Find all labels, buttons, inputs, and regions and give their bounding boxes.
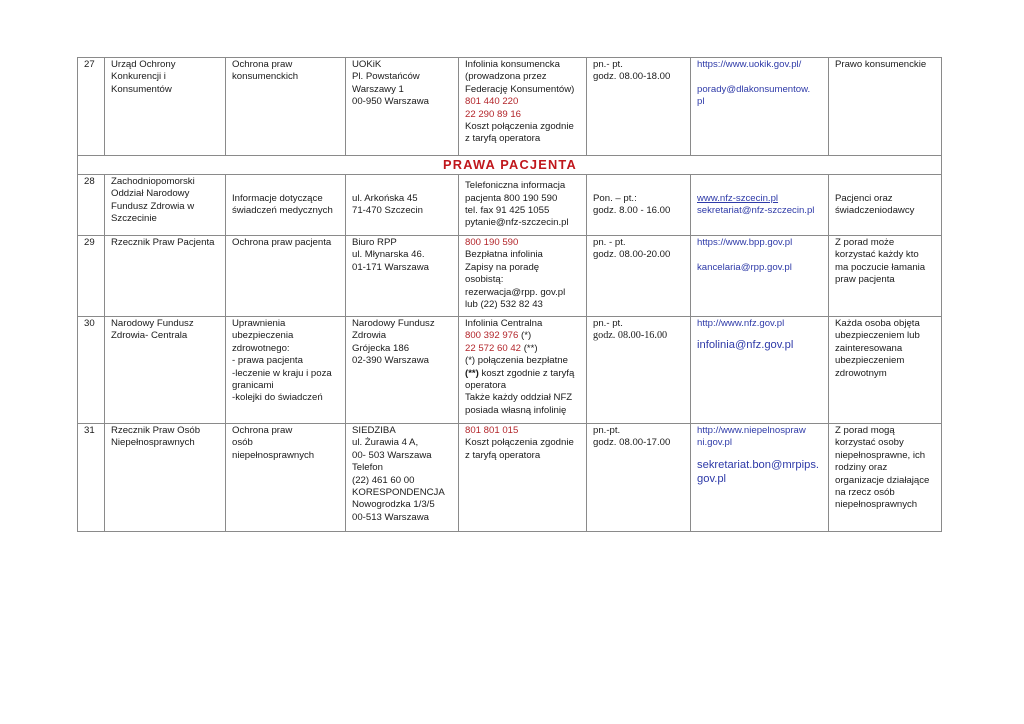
institutions-table (77, 57, 942, 532)
address: UOKiK Pl. Powstańców Warszawy 1 00-950 Warszawa (346, 58, 459, 156)
contact-links (691, 175, 829, 236)
contact-links (691, 424, 829, 532)
hours: pn.- pt. godz. 08.00-18.00 (587, 58, 691, 156)
phone-number[interactable]: 801 440 220 (465, 96, 519, 108)
phone-info: Infolinia Centralna 800 392 976 (*) 22 572 60 42 (**) (*) połączenia bezpłatne (**) koszt zgodnie z taryfą operatora Także każdy oddział NFZ posiada własną infolinię (459, 317, 587, 424)
phone-number[interactable]: 22 290 89 16 (465, 108, 522, 120)
row-number: 31 (78, 424, 105, 532)
website-link[interactable]: http://www.nfz.gov.pl (697, 318, 785, 329)
website-link[interactable]: https://www.bpp.gov.pl (697, 237, 793, 248)
phone-number[interactable]: 801 801 015 (465, 425, 519, 436)
address: Narodowy Fundusz Zdrowia Grójecka 186 02-390 Warszawa (346, 317, 459, 424)
address: Biuro RPP ul. Młynarska 46. 01-171 Warszawa (346, 236, 459, 317)
email-link[interactable]: sekretariat.bon@mrpips. (697, 458, 820, 471)
row-number: 29 (78, 236, 105, 317)
scope: Ochrona praw pacjenta (226, 236, 346, 317)
table-row (78, 175, 942, 236)
institution-name: Rzecznik Praw Osób Niepełnosprawnych (105, 424, 226, 532)
table-row (78, 424, 942, 532)
table-row (78, 236, 942, 317)
section-header-row (78, 156, 942, 175)
phone-info: Infolinia konsumencka (prowadzona przez Federację Konsumentów) 801 440 220 22 290 89 16 Koszt połączenia zgodnie z taryfą operatora (459, 58, 587, 156)
website-link[interactable]: ni.gov.pl (697, 437, 733, 449)
contact-links (691, 58, 829, 156)
row-number: 30 (78, 317, 105, 424)
hours: pn.- pt. godz. 08.00-16.00 (587, 317, 691, 424)
scope: Uprawnienia ubezpieczenia zdrowotnego: - prawa pacjenta -leczenie w kraju i poza granicami -kolejki do świadczeń (226, 317, 346, 424)
email-link[interactable]: pl (697, 96, 705, 108)
phone-info: 800 190 590 Bezpłatna infolinia Zapisy na poradę osobistą: rezerwacja@rpp. gov.pl lub (22) 532 82 43 (459, 236, 587, 317)
website-link[interactable]: http://www.niepelnospraw (697, 425, 806, 436)
phone-info: 801 801 015 Koszt połączenia zgodnie z taryfą operatora (459, 424, 587, 532)
address: ul. Arkońska 45 71-470 Szczecin (346, 175, 459, 236)
row-number: 27 (78, 58, 105, 156)
audience: Z porad może korzystać każdy kto ma poczucie łamania praw pacjenta (829, 236, 942, 317)
email-link[interactable]: kancelaria@rpp.gov.pl (697, 261, 792, 273)
table-row (78, 317, 942, 424)
audience: Z porad mogą korzystać osoby niepełnosprawne, ich rodziny oraz organizacje działające na rzecz osób niepełnosprawnych (829, 424, 942, 532)
email-link[interactable]: gov.pl (697, 472, 727, 485)
table-row (78, 58, 942, 156)
email-link[interactable]: porady@dlakonsumentow. (697, 83, 811, 95)
contact-links (691, 317, 829, 424)
website-link[interactable]: www.nfz-szcecin.pl (697, 192, 779, 204)
hours: pn. - pt. godz. 08.00-20.00 (587, 236, 691, 317)
email-text: pytanie@nfz-szczecin.pl (465, 217, 569, 229)
institution-name: Urząd Ochrony Konkurencji i Konsumentów (105, 58, 226, 156)
phone-info: Telefoniczna informacja pacjenta 800 190 590 tel. fax 91 425 1055 pytanie@nfz-szczecin.pl (459, 175, 587, 236)
scope: Informacje dotyczące świadczeń medycznych (226, 175, 346, 236)
contact-links (691, 236, 829, 317)
audience: Pacjenci oraz świadczeniodawcy (829, 175, 942, 236)
section-title: PRAWA PACJENTA (78, 156, 942, 175)
phone-number[interactable]: 800 190 590 (465, 237, 519, 248)
address: SIEDZIBA ul. Żurawia 4 A, 00- 503 Warszawa Telefon (22) 461 60 00 KORESPONDENCJA Nowogrodzka 1/3/5 00-513 Warszawa (346, 424, 459, 532)
email-link[interactable]: sekretariat@nfz-szczecin.pl (697, 205, 815, 216)
row-number: 28 (78, 175, 105, 236)
hours: pn.-pt. godz. 08.00-17.00 (587, 424, 691, 532)
email-link[interactable]: infolinia@nfz.gov.pl (697, 339, 794, 352)
scope: Ochrona praw osób niepełnosprawnych (226, 424, 346, 532)
institution-name: Narodowy Fundusz Zdrowia- Centrala (105, 317, 226, 424)
hours: Pon. – pt.: godz. 8.00 - 16.00 (587, 175, 691, 236)
phone-number[interactable]: 22 572 60 42 (465, 342, 522, 354)
audience: Każda osoba objęta ubezpieczeniem lub zainteresowana ubezpieczeniem zdrowotnym (829, 317, 942, 424)
institution-name: Rzecznik Praw Pacjenta (105, 236, 226, 317)
phone-number[interactable]: 800 392 976 (465, 330, 519, 342)
scope: Ochrona praw konsumenckich (226, 58, 346, 156)
audience: Prawo konsumenckie (829, 58, 942, 156)
institution-name: Zachodniopomorski Oddział Narodowy Fundusz Zdrowia w Szczecinie (105, 175, 226, 236)
website-link[interactable]: https://www.uokik.gov.pl/ (697, 59, 802, 70)
